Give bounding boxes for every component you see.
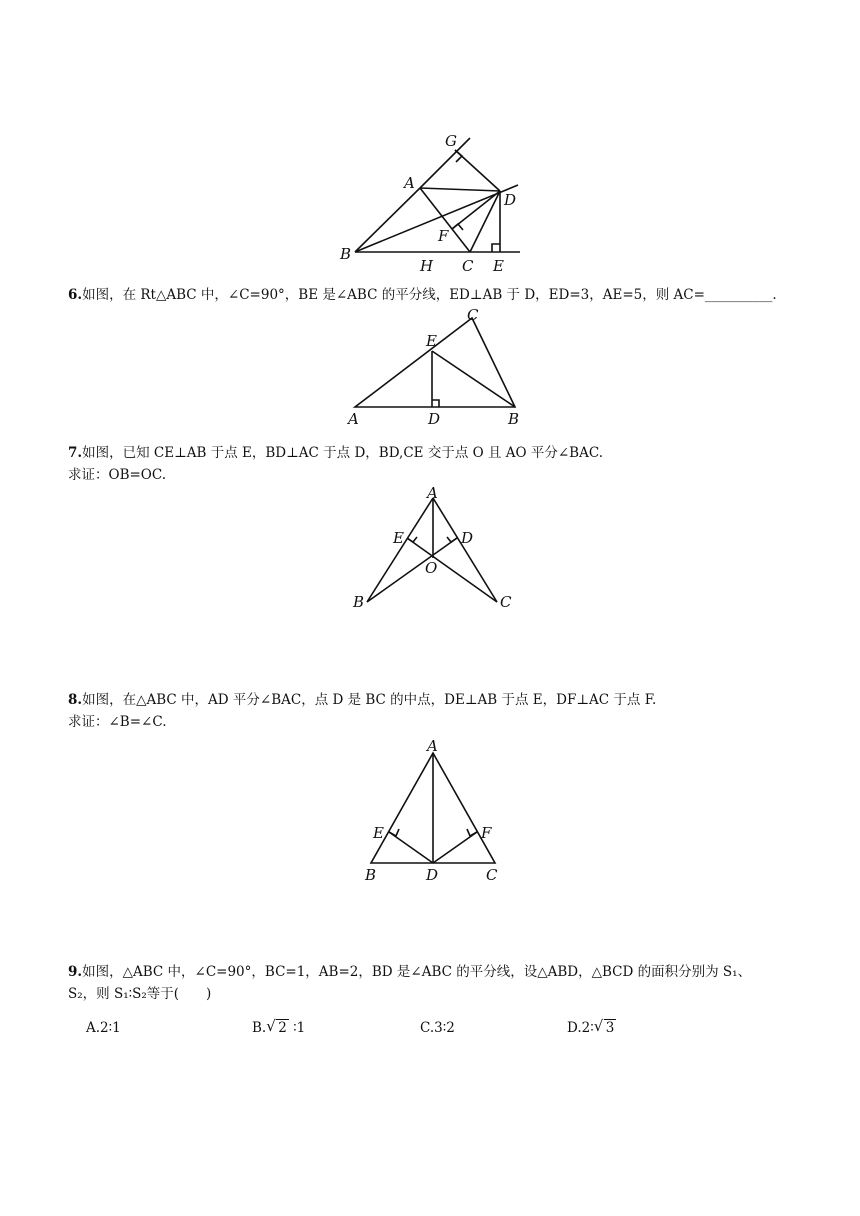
diagram-q5 — [330, 128, 530, 278]
diagram-q8 — [355, 735, 515, 885]
line-CE — [407, 538, 497, 602]
line-DC — [470, 191, 500, 252]
label-A: A — [427, 484, 438, 502]
option-d-prefix: D.2∶ — [567, 1020, 594, 1036]
label-A: A — [404, 174, 415, 192]
option-c[interactable] — [420, 1018, 455, 1038]
right-angle-F — [467, 829, 477, 836]
label-B: B — [365, 866, 377, 884]
label-B: B — [340, 245, 352, 263]
question-number: 8. — [68, 692, 83, 708]
right-angle-F — [452, 224, 463, 230]
line-BD — [355, 185, 518, 252]
label-E: E — [393, 529, 404, 547]
label-A: A — [427, 737, 438, 755]
label-D: D — [426, 866, 439, 884]
label-H: H — [420, 257, 434, 275]
option-d[interactable] — [567, 1018, 616, 1038]
label-C: C — [500, 593, 512, 611]
label-G: G — [445, 132, 457, 150]
question-9-line2 — [68, 984, 211, 1004]
line-BA — [355, 188, 420, 252]
question-text-cont: S₂，则 S₁∶S₂等于( ) — [68, 986, 212, 1002]
label-B: B — [508, 410, 520, 428]
figure-q6 — [340, 308, 530, 428]
line-BE — [432, 351, 515, 407]
label-B: B — [353, 593, 365, 611]
question-9 — [68, 962, 751, 982]
option-b-radicand: 2 — [278, 1020, 287, 1036]
diagram-q6 — [340, 308, 530, 428]
line-AC — [433, 498, 497, 602]
question-number: 6. — [68, 287, 83, 303]
figure-q7 — [345, 484, 525, 614]
label-C: C — [467, 308, 479, 324]
question-8-proof — [68, 712, 167, 732]
option-c-text: C.3∶2 — [420, 1020, 455, 1036]
question-8 — [68, 690, 656, 710]
question-text: 如图，△ABC 中，∠C=90°，BC=1，AB=2，BD 是∠ABC 的平分线，设△ABD，△BCD 的面积分别为 S₁、 — [82, 964, 752, 980]
figure-q5 — [330, 128, 530, 278]
proof-statement: 求证：OB=OC. — [68, 467, 167, 483]
question-number: 7. — [68, 445, 83, 461]
label-F: F — [438, 227, 449, 245]
question-text: 如图，在 Rt△ABC 中，∠C=90°，BE 是∠ABC 的平分线，ED⊥AB 于 D，ED=3，AE=5，则 AC=__________. — [82, 287, 777, 303]
proof-statement: 求证：∠B=∠C. — [68, 714, 167, 730]
question-7 — [68, 443, 603, 463]
label-C: C — [486, 866, 498, 884]
right-angle-D — [447, 537, 457, 542]
option-a-text: A.2∶1 — [86, 1020, 121, 1036]
right-angle-G — [455, 150, 462, 162]
label-E: E — [373, 824, 384, 842]
line-BD — [367, 538, 457, 602]
figure-q8 — [355, 735, 515, 885]
right-angle-E — [389, 829, 399, 836]
right-angle-D — [432, 400, 439, 407]
label-E: E — [426, 332, 437, 350]
question-text: 如图，已知 CE⊥AB 于点 E，BD⊥AC 于点 D，BD,CE 交于点 O 且 AO 平分∠BAC. — [82, 445, 603, 461]
right-angle-E — [492, 244, 500, 252]
option-d-radicand: 3 — [605, 1020, 615, 1036]
label-D: D — [504, 191, 517, 209]
line-AD — [420, 188, 500, 191]
option-a[interactable] — [86, 1018, 121, 1038]
label-F: F — [481, 824, 492, 842]
label-D: D — [428, 410, 441, 428]
diagram-q7 — [345, 484, 525, 614]
question-number: 9. — [68, 964, 83, 980]
option-b[interactable] — [252, 1018, 305, 1038]
question-7-proof — [68, 465, 166, 485]
label-C: C — [462, 257, 474, 275]
label-D: D — [461, 529, 474, 547]
question-6 — [68, 285, 777, 305]
label-E: E — [493, 257, 504, 275]
sqrt-icon: √ 3 — [593, 1017, 615, 1036]
option-b-prefix: B. — [252, 1020, 267, 1036]
label-O: O — [425, 559, 438, 577]
label-A: A — [348, 410, 359, 428]
option-b-suffix: ∶1 — [288, 1020, 306, 1036]
sqrt-icon: √ 2 — [266, 1017, 287, 1036]
question-text: 如图，在△ABC 中，AD 平分∠BAC，点 D 是 BC 的中点，DE⊥AB 于点 E，DF⊥AC 于点 F. — [82, 692, 657, 708]
